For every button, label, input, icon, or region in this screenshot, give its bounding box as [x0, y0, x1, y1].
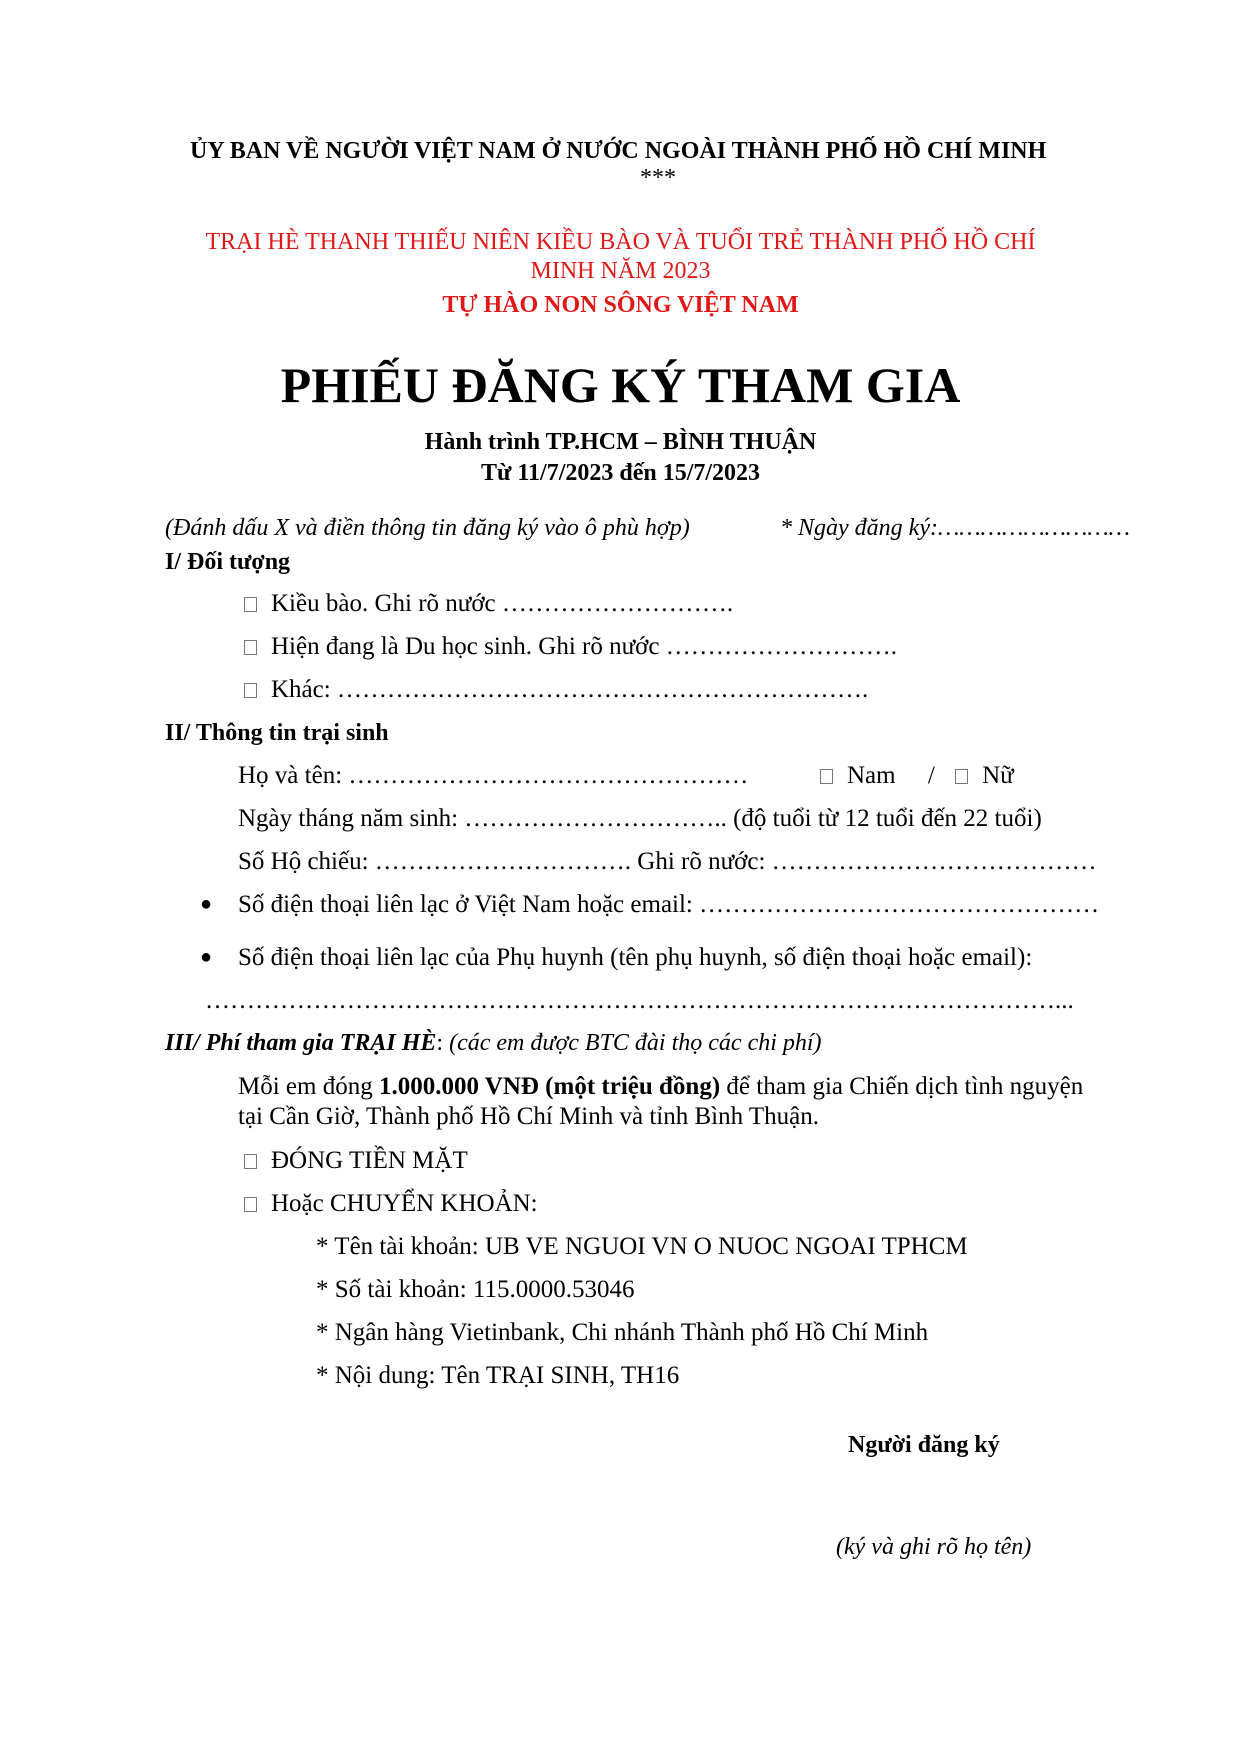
stars-separator: ***	[640, 165, 676, 191]
signature-label: Người đăng ký	[848, 1432, 1000, 1458]
section3-note: (các em được BTC đài thọ các chi phí)	[449, 1030, 822, 1056]
organization-name: ỦY BAN VỀ NGƯỜI VIỆT NAM Ở NƯỚC NGOÀI THÀNH PHỐ HỒ CHÍ MINH	[190, 138, 1047, 164]
parent-contact-field[interactable]: …………………………………………………………………………………………...	[205, 987, 1074, 1014]
event-title-line1: TRẠI HÈ THANH THIẾU NIÊN KIỀU BÀO VÀ TUỔI TRẺ THÀNH PHỐ HỒ CHÍ	[205, 229, 1036, 255]
gender-male-label: Nam	[847, 762, 896, 789]
gender-selector[interactable]	[820, 762, 1014, 790]
option-label: Khác: ……………………………………………………….	[271, 676, 869, 703]
full-name-field[interactable]: Họ và tên: …………………………………………	[238, 762, 749, 789]
fee-amount: 1.000.000 VNĐ (một triệu đồng)	[378, 1073, 721, 1100]
gender-female-label: Nữ	[982, 762, 1014, 789]
bullet-icon: ●	[200, 946, 213, 968]
transfer-label: Hoặc CHUYỂN KHOẢN:	[271, 1190, 538, 1217]
passport-field[interactable]: Số Hộ chiếu: …………………………. Ghi rõ nước: …………………………………	[238, 848, 1097, 875]
account-name: * Tên tài khoản: UB VE NGUOI VN O NUOC NGOAI TPHCM	[316, 1233, 968, 1260]
signature-note: (ký và ghi rõ họ tên)	[836, 1534, 1032, 1560]
checkbox-icon[interactable]	[244, 640, 257, 655]
payment-cash-option[interactable]	[244, 1147, 468, 1175]
option-label: Kiều bào. Ghi rõ nước ……………………….	[271, 590, 734, 617]
section2-heading: II/ Thông tin trại sinh	[165, 720, 389, 746]
bank-name: * Ngân hàng Vietinbank, Chi nhánh Thành phố Hồ Chí Minh	[316, 1319, 929, 1346]
parent-contact-label: Số điện thoại liên lạc của Phụ huynh (tên phụ huynh, số điện thoại hoặc email):	[238, 944, 1033, 971]
section1-heading: I/ Đối tượng	[165, 549, 291, 575]
option-label: Hiện đang là Du học sinh. Ghi rõ nước ……………………….	[271, 633, 898, 660]
date-of-birth-field[interactable]: Ngày tháng năm sinh: ………………………….. (độ tuổi từ 12 tuổi đến 22 tuổi)	[238, 805, 1042, 832]
option-overseas-vietnamese[interactable]	[244, 590, 733, 618]
registration-date-field[interactable]: * Ngày đăng ký:………………………	[780, 515, 1131, 541]
section3-title: III/ Phí tham gia TRẠI HÈ	[165, 1030, 437, 1056]
bullet-icon: ●	[200, 893, 213, 915]
checkbox-icon[interactable]	[955, 769, 968, 784]
route-subtitle: Hành trình TP.HCM – BÌNH THUẬN	[424, 429, 817, 455]
fee-text: để tham gia Chiến dịch tình nguyện	[720, 1073, 1084, 1100]
option-other[interactable]	[244, 676, 868, 704]
fee-description-line1	[238, 1073, 1083, 1101]
fee-text: Mỗi em đóng	[238, 1073, 379, 1100]
payment-transfer-option[interactable]	[244, 1190, 538, 1218]
fee-description-line2: tại Cần Giờ, Thành phố Hồ Chí Minh và tỉnh Bình Thuận.	[238, 1103, 820, 1130]
transfer-content: * Nội dung: Tên TRẠI SINH, TH16	[316, 1362, 680, 1389]
instruction-text: (Đánh dấu X và điền thông tin đăng ký vào ô phù hợp)	[165, 515, 690, 541]
checkbox-icon[interactable]	[244, 1154, 257, 1169]
checkbox-icon[interactable]	[244, 1197, 257, 1212]
event-slogan: TỰ HÀO NON SÔNG VIỆT NAM	[442, 292, 799, 318]
option-international-student[interactable]	[244, 633, 897, 661]
form-title: PHIẾU ĐĂNG KÝ THAM GIA	[280, 357, 961, 413]
account-number: * Số tài khoản: 115.0000.53046	[316, 1276, 635, 1303]
event-title-line2: MINH NĂM 2023	[530, 258, 711, 284]
gender-separator: /	[927, 762, 935, 789]
section3-heading: III/ Phí tham gia TRẠI HÈ: (các em được BTC đài thọ các chi phí)	[165, 1030, 822, 1056]
cash-label: ĐÓNG TIỀN MẶT	[271, 1147, 468, 1174]
checkbox-icon[interactable]	[244, 597, 257, 612]
dates-subtitle: Từ 11/7/2023 đến 15/7/2023	[480, 460, 761, 486]
checkbox-icon[interactable]	[244, 683, 257, 698]
checkbox-icon[interactable]	[820, 769, 833, 784]
phone-vietnam-field[interactable]: Số điện thoại liên lạc ở Việt Nam hoặc email: …………………………………………	[238, 891, 1100, 918]
